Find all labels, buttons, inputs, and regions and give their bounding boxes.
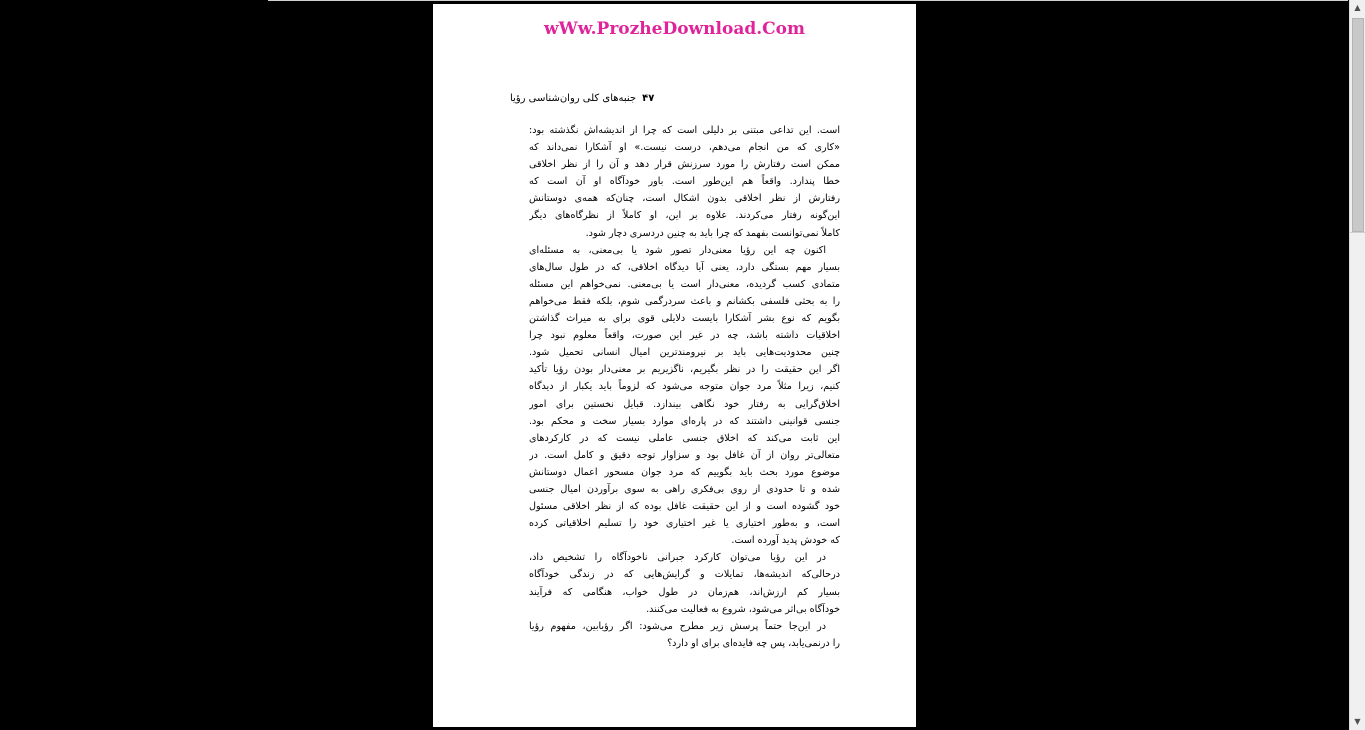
- text-line: چنین محدودیت‌هایی باید بر نیرومندترین امیال انسانی تحمیل شود.: [529, 347, 840, 359]
- body-text: [529, 122, 840, 652]
- text-line: اکنون چه این رؤیا معنی‌دار تصور شود یا بی‌معنی، به مسئله‌ای: [529, 244, 826, 256]
- paragraph: [529, 549, 840, 617]
- text-line: موضوع مورد بحث باید بگوییم که مرد جوان مسحور اعمال دوستانش: [529, 466, 840, 478]
- text-line: را درنمی‌یابد، پس چه فایده‌ای برای او دارد؟: [667, 637, 840, 649]
- running-head: [510, 93, 654, 104]
- text-line: کنیم، زیرا مثلاً مرد جوان متوجه می‌شود که لزوماً باید یکبار از دیدگاه: [529, 381, 840, 393]
- text-line: در این رؤیا می‌توان کارکرد جبرانی ناخودآگاه را تشخیص داد،: [529, 552, 826, 564]
- running-head-title: جنبه‌های کلی روان‌شناسی رؤیا: [510, 93, 637, 104]
- scroll-up-arrow-icon[interactable]: ▲: [1354, 3, 1361, 12]
- paragraph: [529, 122, 840, 242]
- scroll-down-arrow-icon[interactable]: ▼: [1354, 717, 1361, 726]
- text-line: «کاری که من انجام می‌دهم، درست نیست.» او آشکارا نمی‌داند که: [529, 142, 840, 154]
- text-line: در این‌جا حتماً پرسش زیر مطرح می‌شود: اگر رؤیابین، مفهوم رؤیا: [529, 620, 826, 632]
- vertical-scrollbar[interactable]: [1349, 0, 1365, 730]
- text-line: رفتارش از نظر اخلاقی بدون اشکال است، چنان‌که همه‌ی دوستانش: [529, 193, 840, 205]
- text-line: است. این تداعی مبتنی بر دلیلی است که چرا از اندیشه‌اش نگذشته بود:: [529, 125, 840, 136]
- text-line: این ثابت می‌کند که اخلاق جنسی عاملی نیست که در کارکردهای: [529, 432, 840, 444]
- text-line: است، و به‌طور اختیاری یا غیر اختیاری خود را تسلیم اخلاقیاتی کرده: [529, 518, 840, 530]
- text-line: خطا پندارد. واقعاً هم این‌طور است. باور خودآگاه او آن است که: [529, 176, 840, 188]
- scrollbar-divider: [1350, 232, 1365, 233]
- viewer-top-border: [268, 0, 1348, 1]
- text-line: اخلاقیات داشته باشد، چه در غیر این صورت، واقعاً معلوم نبود چرا: [529, 330, 840, 342]
- text-line: این‌گونه رفتار می‌کردند. علاوه بر این، او کاملاً از نظرگاه‌های دیگر: [529, 210, 840, 222]
- text-line: خودآگاه بی‌اثر می‌شود، شروع به فعالیت می‌کنند.: [646, 603, 840, 615]
- scroll-thumb[interactable]: [1352, 18, 1364, 232]
- page-number: ۴۷: [642, 93, 655, 104]
- text-line: بگویم که نوع بشر آشکارا بایست دلایلی قوی برای به میراث گذاشتن: [529, 313, 840, 325]
- text-line: که خودش پدید آورده است.: [731, 535, 840, 547]
- text-line: ممکن است رفتارش را مورد سرزنش قرار دهد و آن را از نظر اخلاقی: [529, 159, 840, 171]
- text-line: شده و تا حدودی از روی بی‌فکری راهی به سوی برآوردن امیال جنسی: [529, 483, 840, 495]
- text-line: بسیار مهم بستگی دارد، یعنی آیا دیدگاه اخلاقی، که در طول سال‌های: [529, 261, 840, 273]
- text-line: متمادی کسب گردیده، معنی‌دار است یا بی‌معنی. نمی‌خواهم این مسئله: [529, 278, 840, 290]
- text-line: اگر این حقیقت را در نظر بگیریم، ناگزیریم بر معنی‌دار بودن رؤیا تأکید: [529, 364, 840, 376]
- paragraph: [529, 242, 840, 550]
- text-line: جنسی قوانینی داشتند که در پاره‌ای موارد بسیار سخت و محکم بود.: [529, 415, 840, 427]
- text-line: درحالی‌که اندیشه‌ها، تمایلات و گرایش‌هایی که در زندگی خودآگاه: [529, 569, 840, 581]
- text-line: اخلاق‌گرایی به رفتار خود نگاهی بیندازد. قبایل نخستین برای امور: [529, 398, 840, 410]
- paragraph: [529, 618, 840, 652]
- text-line: بسیار کم ارزش‌اند، هم‌زمان در طول خواب، هنگامی که فرآیند: [529, 586, 840, 598]
- text-line: متعالی‌تر روان از آن غافل بود و سزاوار توجه دقیق و کامل است. در: [529, 449, 840, 461]
- watermark-text: wWw.ProzheDownload.Com: [543, 19, 806, 39]
- text-line: کاملاً نمی‌توانست بفهمد که چرا باید به چنین دردسری دچار شود.: [585, 227, 840, 239]
- text-line: را به بحثی فلسفی بکشانم و باعث سردرگمی شوم، بلکه فقط می‌خواهم: [529, 295, 840, 307]
- document-page: [433, 4, 916, 727]
- text-line: خود گشوده است و از این حقیقت غافل بوده که از نظر اخلاقی مسئول: [529, 501, 840, 513]
